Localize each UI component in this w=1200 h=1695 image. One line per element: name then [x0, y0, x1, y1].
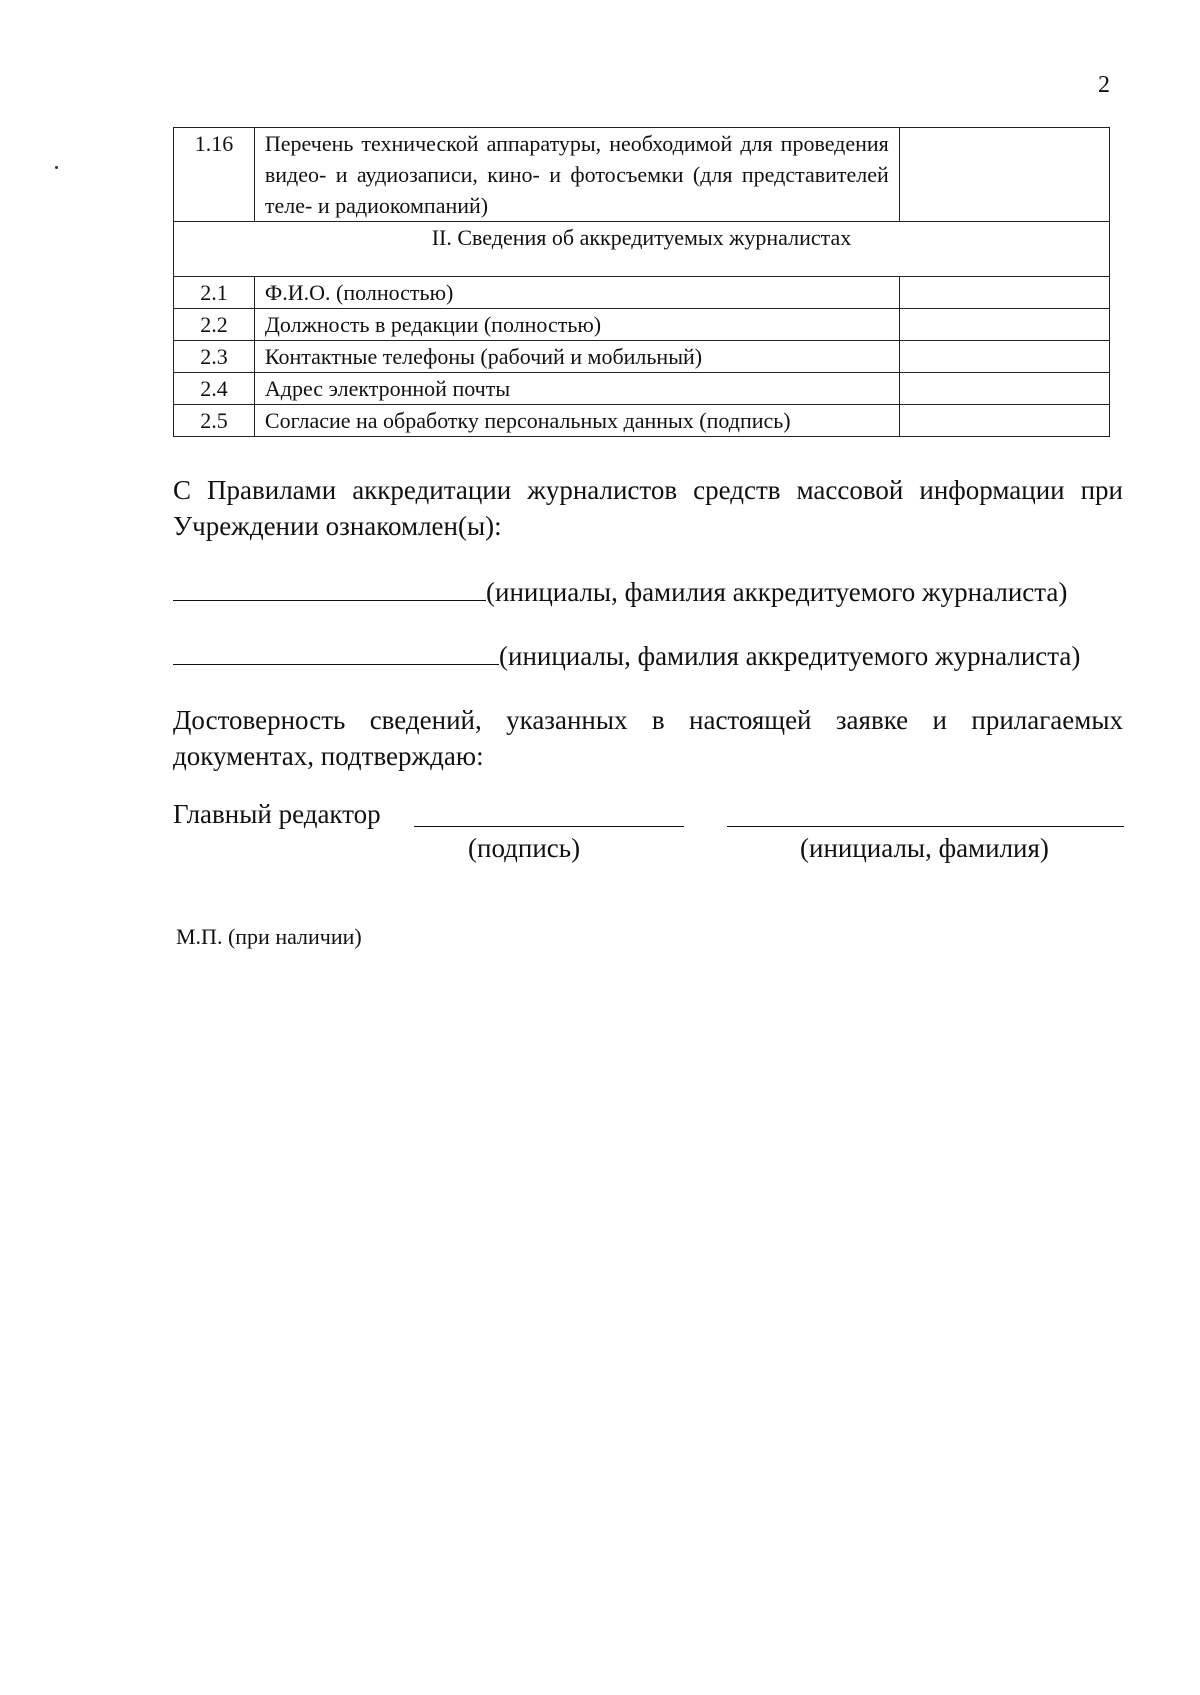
row-value-cell[interactable] — [899, 128, 1109, 222]
table-row — [174, 405, 1110, 437]
row-label: Адрес электронной почты — [254, 373, 899, 405]
row-value-cell[interactable] — [899, 277, 1109, 309]
table-row — [174, 373, 1110, 405]
row-number: 2.1 — [174, 277, 255, 309]
row-value-cell[interactable] — [899, 309, 1109, 341]
signature-caption: (подпись) — [468, 833, 581, 863]
editor-label: Главный редактор — [173, 799, 381, 829]
rules-acknowledgement: С Правилами аккредитации журналистов средств массовой информации при Учреждении ознакомлен(ы): — [173, 475, 1123, 541]
name-caption: (инициалы, фамилия) — [800, 833, 1049, 863]
journalist-name-blank[interactable] — [173, 636, 499, 665]
scan-speck — [55, 166, 58, 169]
table-row — [174, 309, 1110, 341]
row-label: Перечень технической аппаратуры, необходимой для проведения видео- и аудиозаписи, кино- и фотосъемки (для представителей теле- и радиокомпаний) — [254, 128, 899, 222]
row-number: 2.4 — [174, 373, 255, 405]
section-header-row — [174, 222, 1110, 277]
journalist-name-blank[interactable] — [173, 572, 486, 601]
table-row — [174, 277, 1110, 309]
editor-signature-blank[interactable] — [414, 826, 684, 827]
row-label: Согласие на обработку персональных данных (подпись) — [254, 405, 899, 437]
journalist-signature-line — [173, 636, 1080, 674]
row-label: Контактные телефоны (рабочий и мобильный) — [254, 341, 899, 373]
table-row — [174, 128, 1110, 222]
application-form-table — [173, 127, 1110, 437]
row-value-cell[interactable] — [899, 341, 1109, 373]
editor-name-blank[interactable] — [727, 826, 1124, 827]
row-number: 2.5 — [174, 405, 255, 437]
row-number: 2.3 — [174, 341, 255, 373]
journalist-signature-caption: (инициалы, фамилия аккредитуемого журналиста) — [486, 577, 1068, 607]
page-number: 2 — [1098, 72, 1110, 98]
row-number: 1.16 — [174, 128, 255, 222]
stamp-note: М.П. (при наличии) — [176, 924, 362, 949]
row-number: 2.2 — [174, 309, 255, 341]
table-row — [174, 341, 1110, 373]
row-label: Ф.И.О. (полностью) — [254, 277, 899, 309]
journalist-signature-caption: (инициалы, фамилия аккредитуемого журналиста) — [499, 641, 1081, 671]
row-label: Должность в редакции (полностью) — [254, 309, 899, 341]
row-value-cell[interactable] — [899, 405, 1109, 437]
confirmation-text: Достоверность сведений, указанных в настоящей заявке и прилагаемых документах, подтверждаю: — [173, 705, 1123, 771]
section-title: II. Сведения об аккредитуемых журналистах — [174, 222, 1110, 277]
journalist-signature-line — [173, 572, 1067, 610]
row-value-cell[interactable] — [899, 373, 1109, 405]
